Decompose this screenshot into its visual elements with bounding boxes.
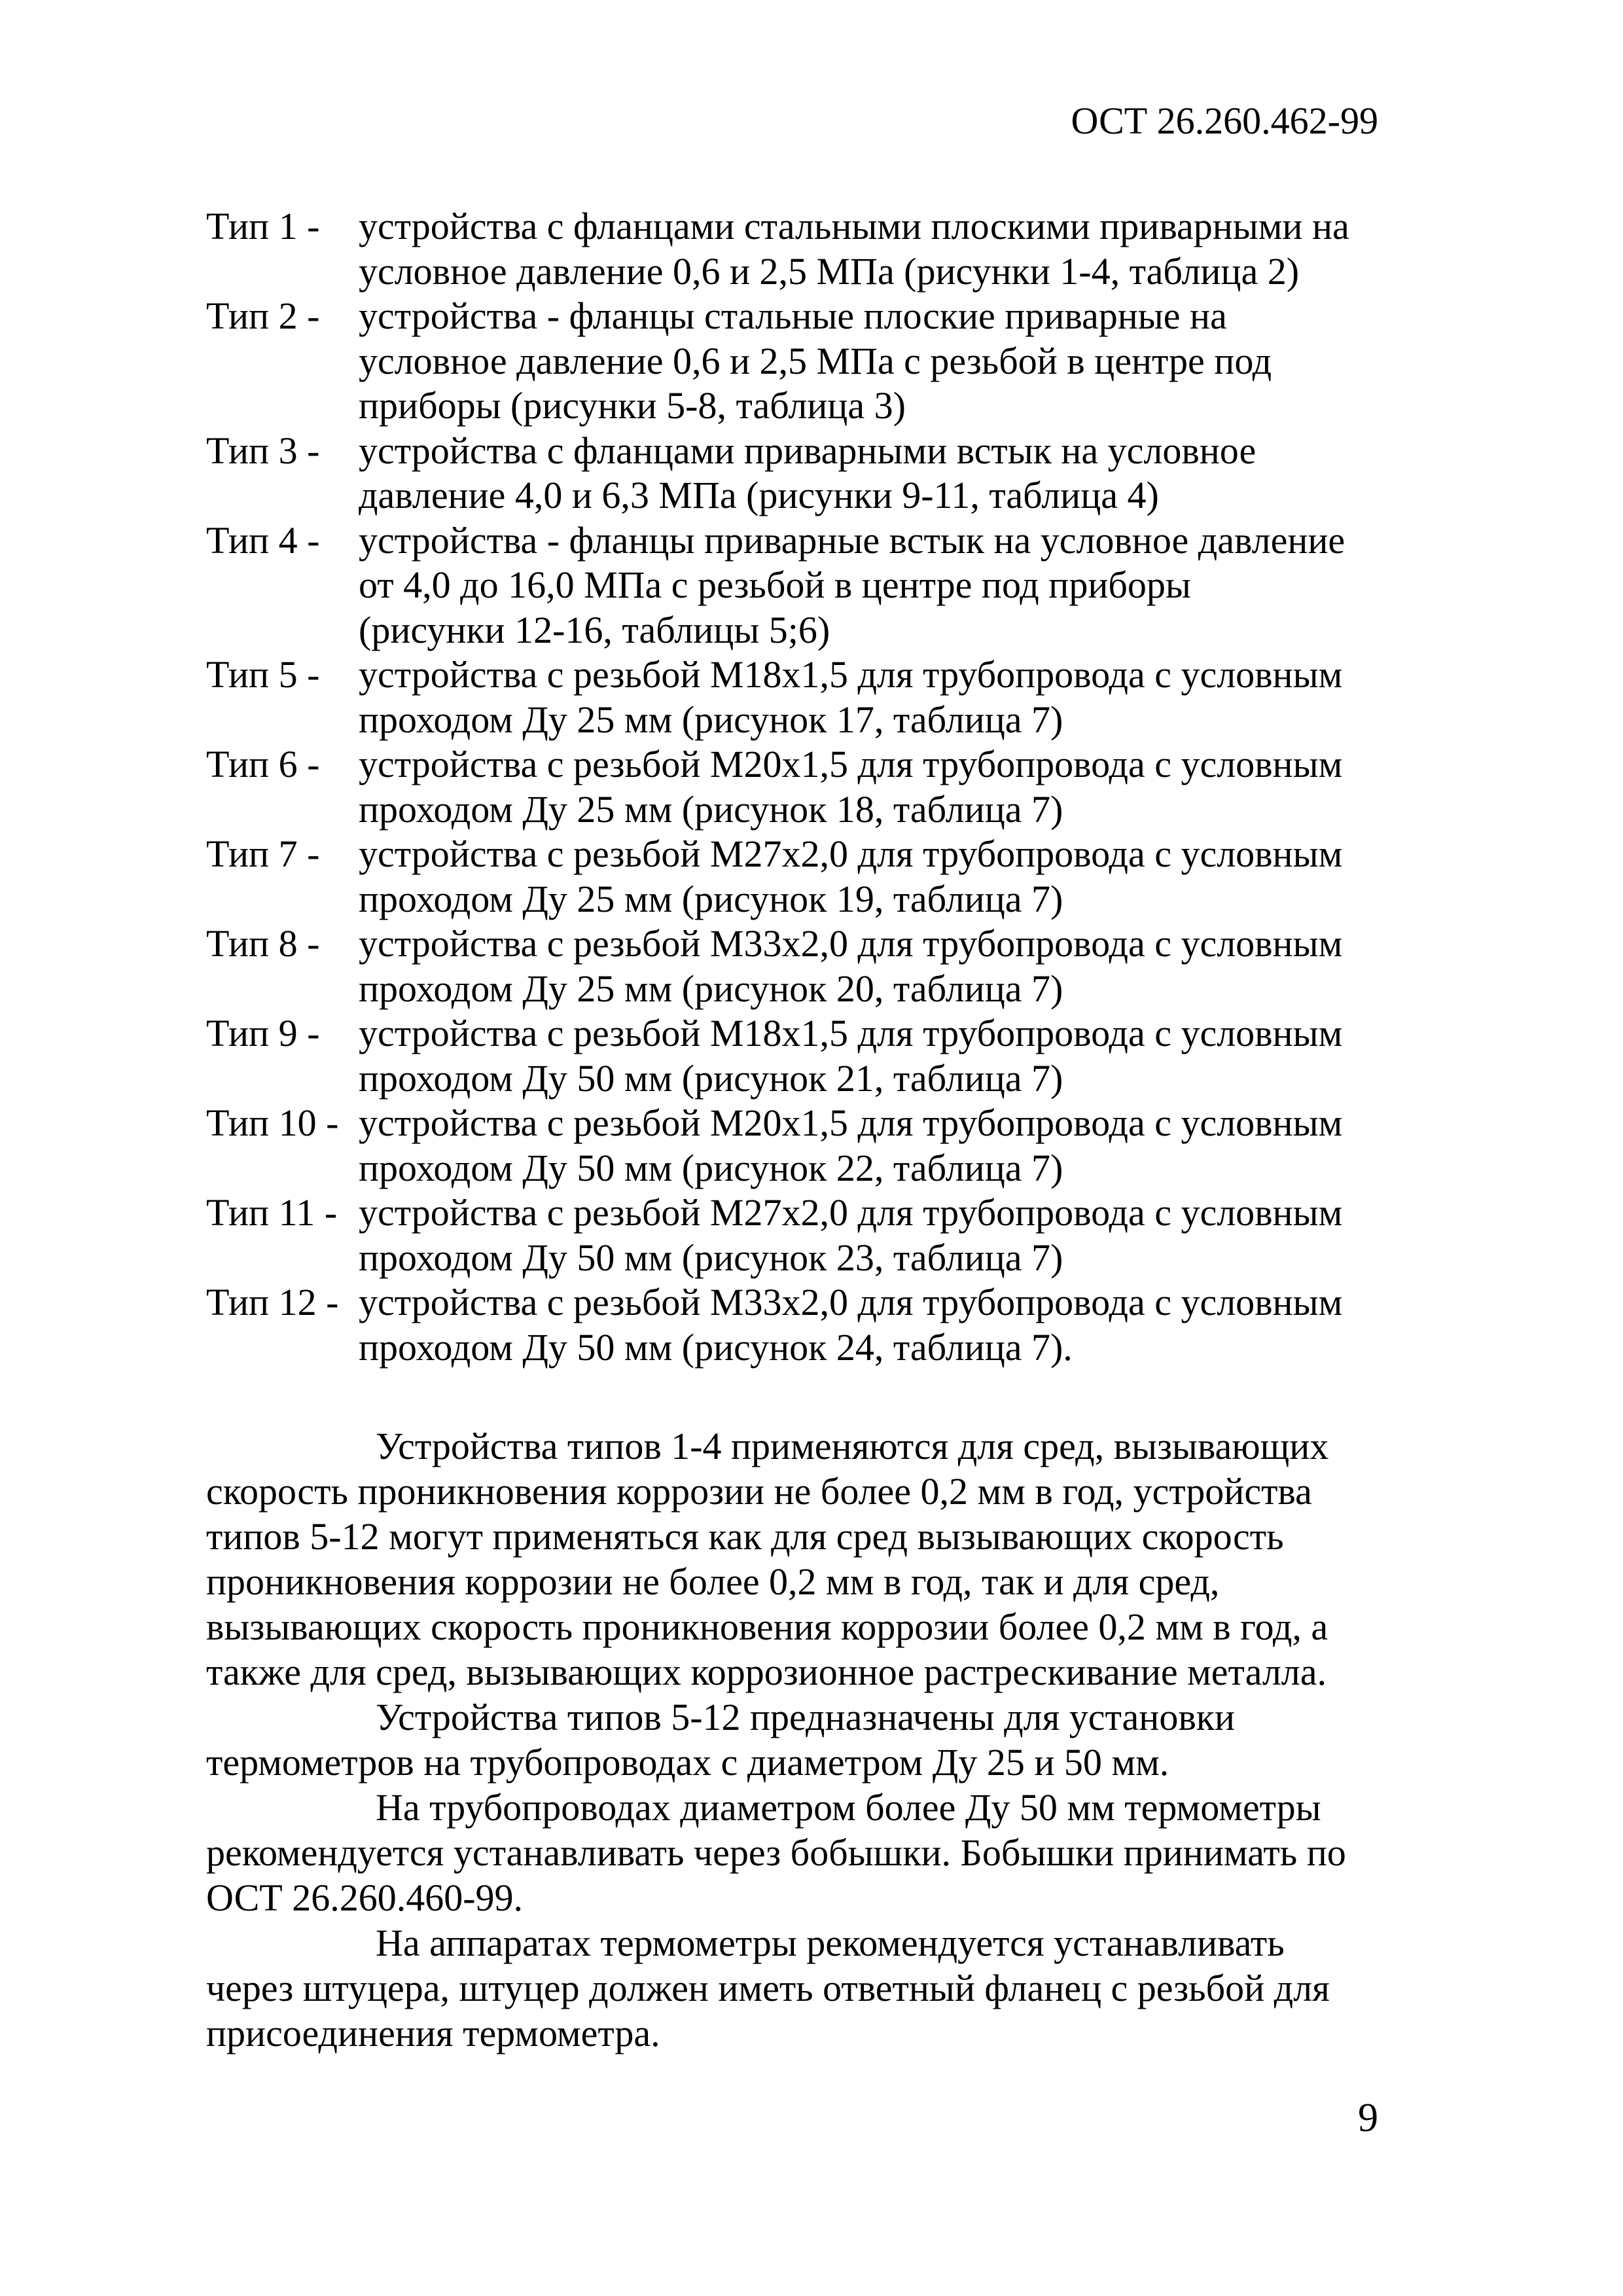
type-item	[206, 832, 1430, 922]
type-description-line: проходом Ду 25 мм (рисунок 17, таблица 7)	[359, 698, 1063, 741]
type-description	[359, 204, 1430, 294]
type-description-line: давление 4,0 и 6,3 МПа (рисунки 9-11, таблица 4)	[359, 474, 1159, 516]
type-description-line: устройства с резьбой М33х2,0 для трубопровода с условным	[359, 922, 1343, 965]
type-description-line: устройства с резьбой М27х2,0 для трубопровода с условным	[359, 1191, 1343, 1234]
type-description	[359, 1191, 1430, 1280]
type-item	[206, 1280, 1430, 1370]
type-description-line: приборы (рисунки 5-8, таблица 3)	[359, 384, 906, 427]
paragraph-line: скорость проникновения коррозии не более 0,2 мм в год, устройства	[206, 1470, 1312, 1513]
type-description	[359, 429, 1430, 518]
type-item	[206, 1011, 1430, 1101]
paragraph-line: На трубопроводах диаметром более Ду 50 мм термометры	[376, 1786, 1321, 1829]
type-description	[359, 1280, 1430, 1370]
paragraph-line: Устройства типов 5-12 предназначены для установки	[376, 1696, 1235, 1738]
type-item	[206, 294, 1430, 429]
type-item	[206, 653, 1430, 742]
type-label: Тип 3 -	[206, 429, 320, 472]
type-description-line: проходом Ду 50 мм (рисунок 23, таблица 7)	[359, 1236, 1063, 1279]
type-label: Тип 7 -	[206, 833, 320, 875]
paragraph-line: термометров на трубопроводах с диаметром Ду 25 и 50 мм.	[206, 1741, 1169, 1784]
type-label: Тип 8 -	[206, 922, 320, 965]
type-label: Тип 9 -	[206, 1012, 320, 1054]
type-item	[206, 204, 1430, 294]
type-description-line: проходом Ду 25 мм (рисунок 19, таблица 7)	[359, 877, 1063, 920]
type-description-line: устройства с фланцами приварными встык на условное	[359, 429, 1257, 472]
type-description-line: устройства с резьбой М20х1,5 для трубопровода с условным	[359, 743, 1343, 785]
type-item	[206, 922, 1430, 1011]
type-description-line: устройства с резьбой М18х1,5 для трубопровода с условным	[359, 1012, 1343, 1054]
type-description-line: устройства с резьбой М20х1,5 для трубопровода с условным	[359, 1102, 1343, 1144]
paragraph-line: ОСТ 26.260.460-99.	[206, 1876, 524, 1919]
type-item	[206, 429, 1430, 518]
document-code-header: ОСТ 26.260.462-99	[1071, 99, 1378, 142]
type-description-line: устройства - фланцы стальные плоские приварные на	[359, 295, 1227, 337]
paragraph-line: На аппаратах термометры рекомендуется устанавливать	[376, 1922, 1285, 1964]
type-label: Тип 2 -	[206, 295, 320, 337]
paragraph-bosses	[206, 1785, 1430, 1920]
paragraph-line: присоединения термометра.	[206, 2012, 660, 2054]
type-description	[359, 1011, 1430, 1101]
type-label: Тип 4 -	[206, 518, 320, 562]
type-description-line: проходом Ду 50 мм (рисунок 21, таблица 7)	[359, 1056, 1063, 1100]
type-description	[359, 1101, 1430, 1191]
type-description-line: условное давление 0,6 и 2,5 МПа с резьбой в центре под	[359, 339, 1272, 382]
type-label: Тип 1 -	[206, 205, 320, 247]
type-description	[359, 294, 1430, 429]
paragraph-line: проникновения коррозии не более 0,2 мм в год, так и для сред,	[206, 1560, 1220, 1603]
type-label: Тип 11 -	[206, 1191, 338, 1234]
type-label: Тип 10 -	[206, 1102, 339, 1144]
paragraph-line: через штуцера, штуцер должен иметь ответный фланец с резьбой для	[206, 1967, 1330, 2009]
type-description	[359, 742, 1430, 832]
type-label: Тип 12 -	[206, 1281, 339, 1323]
type-item	[206, 518, 1430, 653]
type-item	[206, 1101, 1430, 1191]
type-description-line: устройства с резьбой М27х2,0 для трубопровода с условным	[359, 833, 1343, 875]
types-list	[206, 204, 1430, 1370]
type-description-line: проходом Ду 25 мм (рисунок 18, таблица 7)	[359, 787, 1063, 831]
type-description	[359, 518, 1430, 653]
paragraph-purpose	[206, 1695, 1430, 1785]
type-label: Тип 6 -	[206, 743, 320, 785]
paragraph-corrosion	[206, 1424, 1430, 1695]
type-description-line: условное давление 0,6 и 2,5 МПа (рисунки 1-4, таблица 2)	[359, 249, 1300, 293]
type-description-line: проходом Ду 25 мм (рисунок 20, таблица 7)	[359, 967, 1063, 1010]
page-number: 9	[1358, 2096, 1378, 2140]
type-description	[359, 922, 1430, 1011]
type-item	[206, 1191, 1430, 1280]
type-description-line: проходом Ду 50 мм (рисунок 24, таблица 7).	[359, 1325, 1073, 1369]
type-description-line: от 4,0 до 16,0 МПа с резьбой в центре под приборы	[359, 564, 1191, 606]
paragraph-line: рекомендуется устанавливать через бобышки. Бобышки принимать по	[206, 1831, 1346, 1874]
type-label: Тип 5 -	[206, 653, 320, 696]
paragraph-line: вызывающих скорость проникновения коррозии более 0,2 мм в год, а	[206, 1605, 1329, 1648]
type-description-line: устройства - фланцы приварные встык на условное давление	[359, 518, 1346, 562]
type-description-line: устройства с резьбой М33х2,0 для трубопровода с условным	[359, 1281, 1343, 1323]
paragraph-apparatus	[206, 1920, 1430, 2056]
type-description-line: устройства с фланцами стальными плоскими приварными на	[359, 205, 1349, 247]
body-text	[206, 1424, 1430, 2056]
paragraph-line: Устройства типов 1-4 применяются для сред, вызывающих	[376, 1425, 1329, 1467]
paragraph-line: также для сред, вызывающих коррозионное растрескивание металла.	[206, 1651, 1327, 1693]
type-item	[206, 742, 1430, 832]
type-description	[359, 653, 1430, 742]
type-description	[359, 832, 1430, 922]
type-description-line: (рисунки 12-16, таблицы 5;6)	[359, 608, 830, 651]
type-description-line: устройства с резьбой М18х1,5 для трубопровода с условным	[359, 653, 1343, 696]
paragraph-line: типов 5-12 могут применяться как для сред вызывающих скорость	[206, 1515, 1284, 1558]
type-description-line: проходом Ду 50 мм (рисунок 22, таблица 7)	[359, 1146, 1063, 1189]
